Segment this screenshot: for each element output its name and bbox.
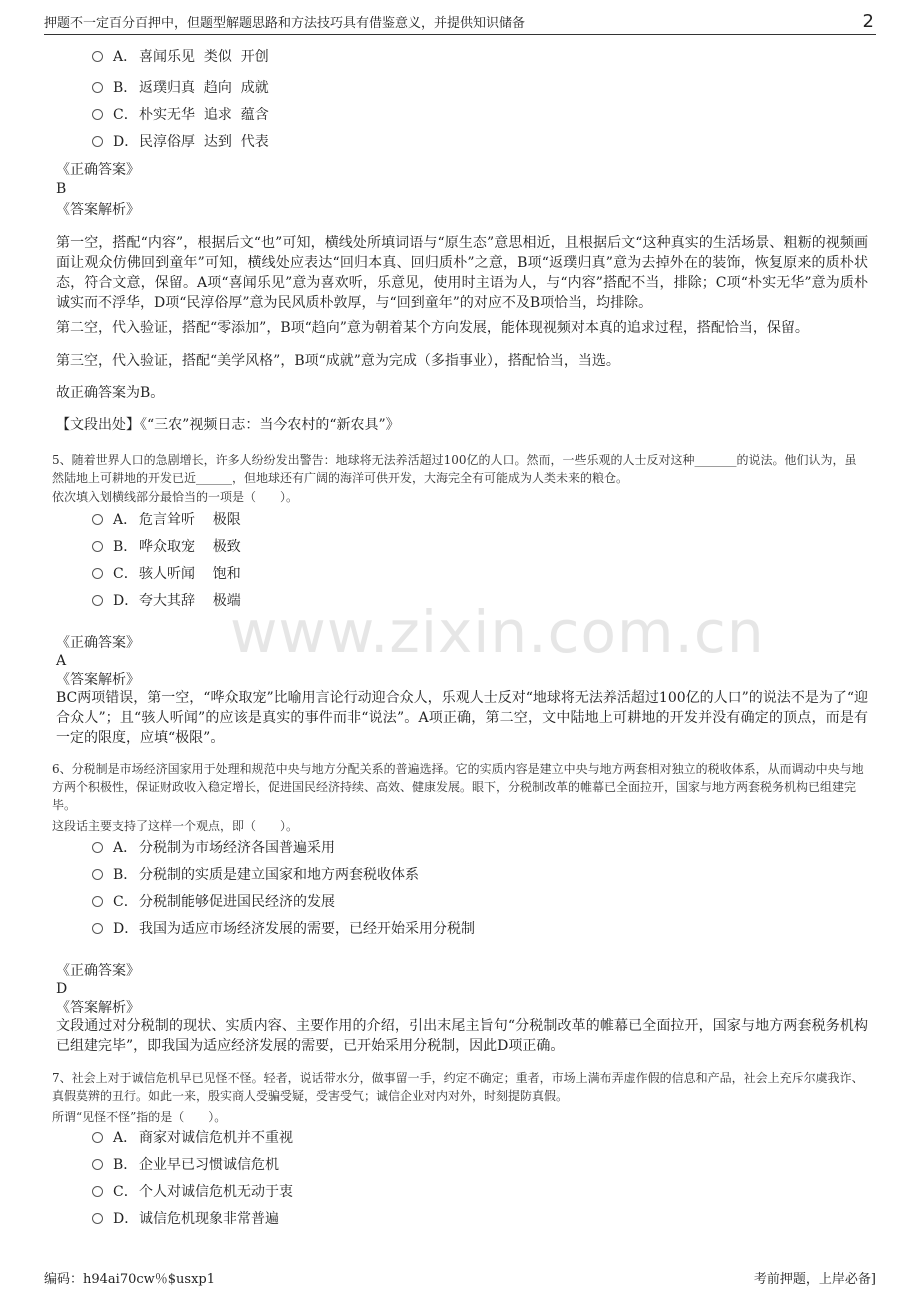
analysis-paragraph: 第二空，代入验证，搭配“零添加”，B项“趋向”意为朝着某个方向发展，能体现视频对本真的追求过程，搭配恰当，保留。 — [56, 320, 809, 336]
radio-icon[interactable] — [92, 842, 103, 853]
question-stem: 7、社会上对于诚信危机早已见怪不怪。轻者，说话带水分，做事留一手，约定不确定；重者，市场上满布弄虚作假的信息和产品，社会上充斥尔虞我诈、真假莫辨的丑行。如此一来，殷实商人受骗受疑，受害受气；诚信企业对内对外，时刻提防真假。 — [52, 1071, 864, 1103]
q6-option-a[interactable]: A． 分税制为市场经济各国普遍采用 — [92, 838, 335, 858]
question-prompt: 这段话主要支持了这样一个观点，即（ ）。 — [52, 819, 299, 833]
answer-label: 《正确答案》 — [56, 162, 140, 178]
radio-icon[interactable] — [92, 1213, 103, 1224]
analysis-label: 《答案解析》 — [56, 202, 140, 218]
radio-icon[interactable] — [92, 1159, 103, 1170]
q7-option-d[interactable]: D．诚信危机现象非常普遍 — [92, 1209, 279, 1229]
question-prompt: 所谓“见怪不怪”指的是（ ）。 — [52, 1110, 227, 1124]
radio-icon[interactable] — [92, 136, 103, 147]
analysis-paragraph: 故正确答案为B。 — [56, 385, 165, 401]
q4-option-d[interactable]: D．民淳俗厚 达到 代表 — [92, 132, 269, 152]
answer-value: A — [56, 653, 67, 669]
footer-code: 编码：h94ai70cw％$usxp1 — [44, 1272, 216, 1287]
radio-icon[interactable] — [92, 923, 103, 934]
radio-icon[interactable] — [92, 568, 103, 579]
q4-option-a[interactable]: A． 喜闻乐见 类似 开创 — [92, 47, 269, 67]
analysis-label: 《答案解析》 — [56, 672, 140, 688]
answer-value: B — [56, 181, 67, 197]
answer-value: D — [56, 981, 68, 997]
q4-option-b[interactable]: B． 返璞归真 趋向 成就 — [92, 78, 269, 98]
question-stem: 6、分税制是市场经济国家用于处理和规范中央与地方分配关系的普遍选择。它的实质内容是建立中央与地方两套相对独立的税收体系，从而调动中央与地方两个积极性，保证财政收入稳定增长，促进国民经济持续、高效、健康发展。眼下，分税制改革的帷幕已全面拉开，国家与地方两套税务机构已组建完毕。 — [52, 762, 864, 812]
q7-option-b[interactable]: B． 企业早已习惯诚信危机 — [92, 1155, 279, 1175]
page-header — [44, 12, 876, 35]
radio-icon[interactable] — [92, 1132, 103, 1143]
q5-option-b[interactable]: B． 哗众取宠 极致 — [92, 537, 241, 557]
q5-option-c[interactable]: C．骇人听闻 饱和 — [92, 564, 241, 584]
q5-option-a[interactable]: A． 危言耸听 极限 — [92, 510, 241, 530]
q6-option-d[interactable]: D．我国为适应市场经济发展的需要，已经开始采用分税制 — [92, 919, 475, 939]
question-prompt: 依次填入划横线部分最恰当的一项是（ ）。 — [52, 490, 299, 504]
radio-icon[interactable] — [92, 595, 103, 606]
question-stem: 5、随着世界人口的急剧增长，许多人纷纷发出警告：地球将无法养活超过100亿的人口。然而，一些乐观的人士反对这种_______的说法。他们认为，虽然陆地上可耕地的开发已近______，但地球还有广阔的海洋可供开发，大海完全有可能成为人类未来的粮仓。 — [52, 453, 857, 485]
radio-icon[interactable] — [92, 1186, 103, 1197]
q6-option-c[interactable]: C．分税制能够促进国民经济的发展 — [92, 892, 335, 912]
q7-option-a[interactable]: A． 商家对诚信危机并不重视 — [92, 1128, 293, 1148]
q5-option-d[interactable]: D．夸大其辞 极端 — [92, 591, 241, 611]
radio-icon[interactable] — [92, 51, 103, 62]
page-number: 2 — [862, 11, 874, 32]
radio-icon[interactable] — [92, 541, 103, 552]
watermark: www.zixin.com.cn — [230, 598, 765, 666]
analysis-paragraph: 第一空，搭配“内容”，根据后文“也”可知，横线处所填词语与“原生态”意思相近，且根据后文“这种真实的生活场景、粗粝的视频画面让观众仿佛回到童年”可知，横线处应表达“回归本真、回归质朴”之意，B项“返璞归真”意为去掉外在的装饰，恢复原来的质朴状态，符合文意，保留。A项“喜闻乐见”意为喜欢听，乐意见，使用时主语为人，与“内容”搭配不当，排除；C项“朴实无华”意为质朴诚实而不浮华，D项“民淳俗厚”意为民风质朴敦厚，与“回到童年”的对应不及B项恰当，均排除。 — [56, 235, 868, 311]
analysis-paragraph: BC两项错误，第一空，“哗众取宠”比喻用言论行动迎合众人，乐观人士反对“地球将无法养活超过100亿的人口”的说法不是为了“迎合众人”；且“骇人听闻”的应该是真实的事件而非“说法”。A项正确，第二空，文中陆地上可耕地的开发并没有确定的顶点，而是有一定的限度，应填“极限”。 — [56, 690, 868, 746]
radio-icon[interactable] — [92, 869, 103, 880]
radio-icon[interactable] — [92, 514, 103, 525]
analysis-paragraph: 文段通过对分税制的现状、实质内容、主要作用的介绍，引出末尾主旨句“分税制改革的帷幕已全面拉开，国家与地方两套税务机构已组建完毕”，即我国为适应经济发展的需要，已开始采用分税制，因此D项正确。 — [56, 1018, 868, 1054]
radio-icon[interactable] — [92, 109, 103, 120]
answer-label: 《正确答案》 — [56, 963, 140, 979]
q6-option-b[interactable]: B． 分税制的实质是建立国家和地方两套税收体系 — [92, 865, 419, 885]
header-title: 押题不一定百分百押中，但题型解题思路和方法技巧具有借鉴意义，并提供知识储备 — [44, 16, 526, 31]
analysis-label: 《答案解析》 — [56, 1000, 140, 1016]
radio-icon[interactable] — [92, 82, 103, 93]
analysis-paragraph: 第三空，代入验证，搭配“美学风格”，B项“成就”意为完成（多指事业），搭配恰当，当选。 — [56, 353, 620, 369]
footer-slogan: 考前押题，上岸必备] — [753, 1272, 876, 1287]
answer-label: 《正确答案》 — [56, 635, 140, 651]
q4-option-c[interactable]: C．朴实无华 追求 蕴含 — [92, 105, 269, 125]
source-citation: 【文段出处】《“三农”视频日志：当今农村的“新农具”》 — [56, 417, 400, 433]
radio-icon[interactable] — [92, 896, 103, 907]
q7-option-c[interactable]: C．个人对诚信危机无动于衷 — [92, 1182, 293, 1202]
